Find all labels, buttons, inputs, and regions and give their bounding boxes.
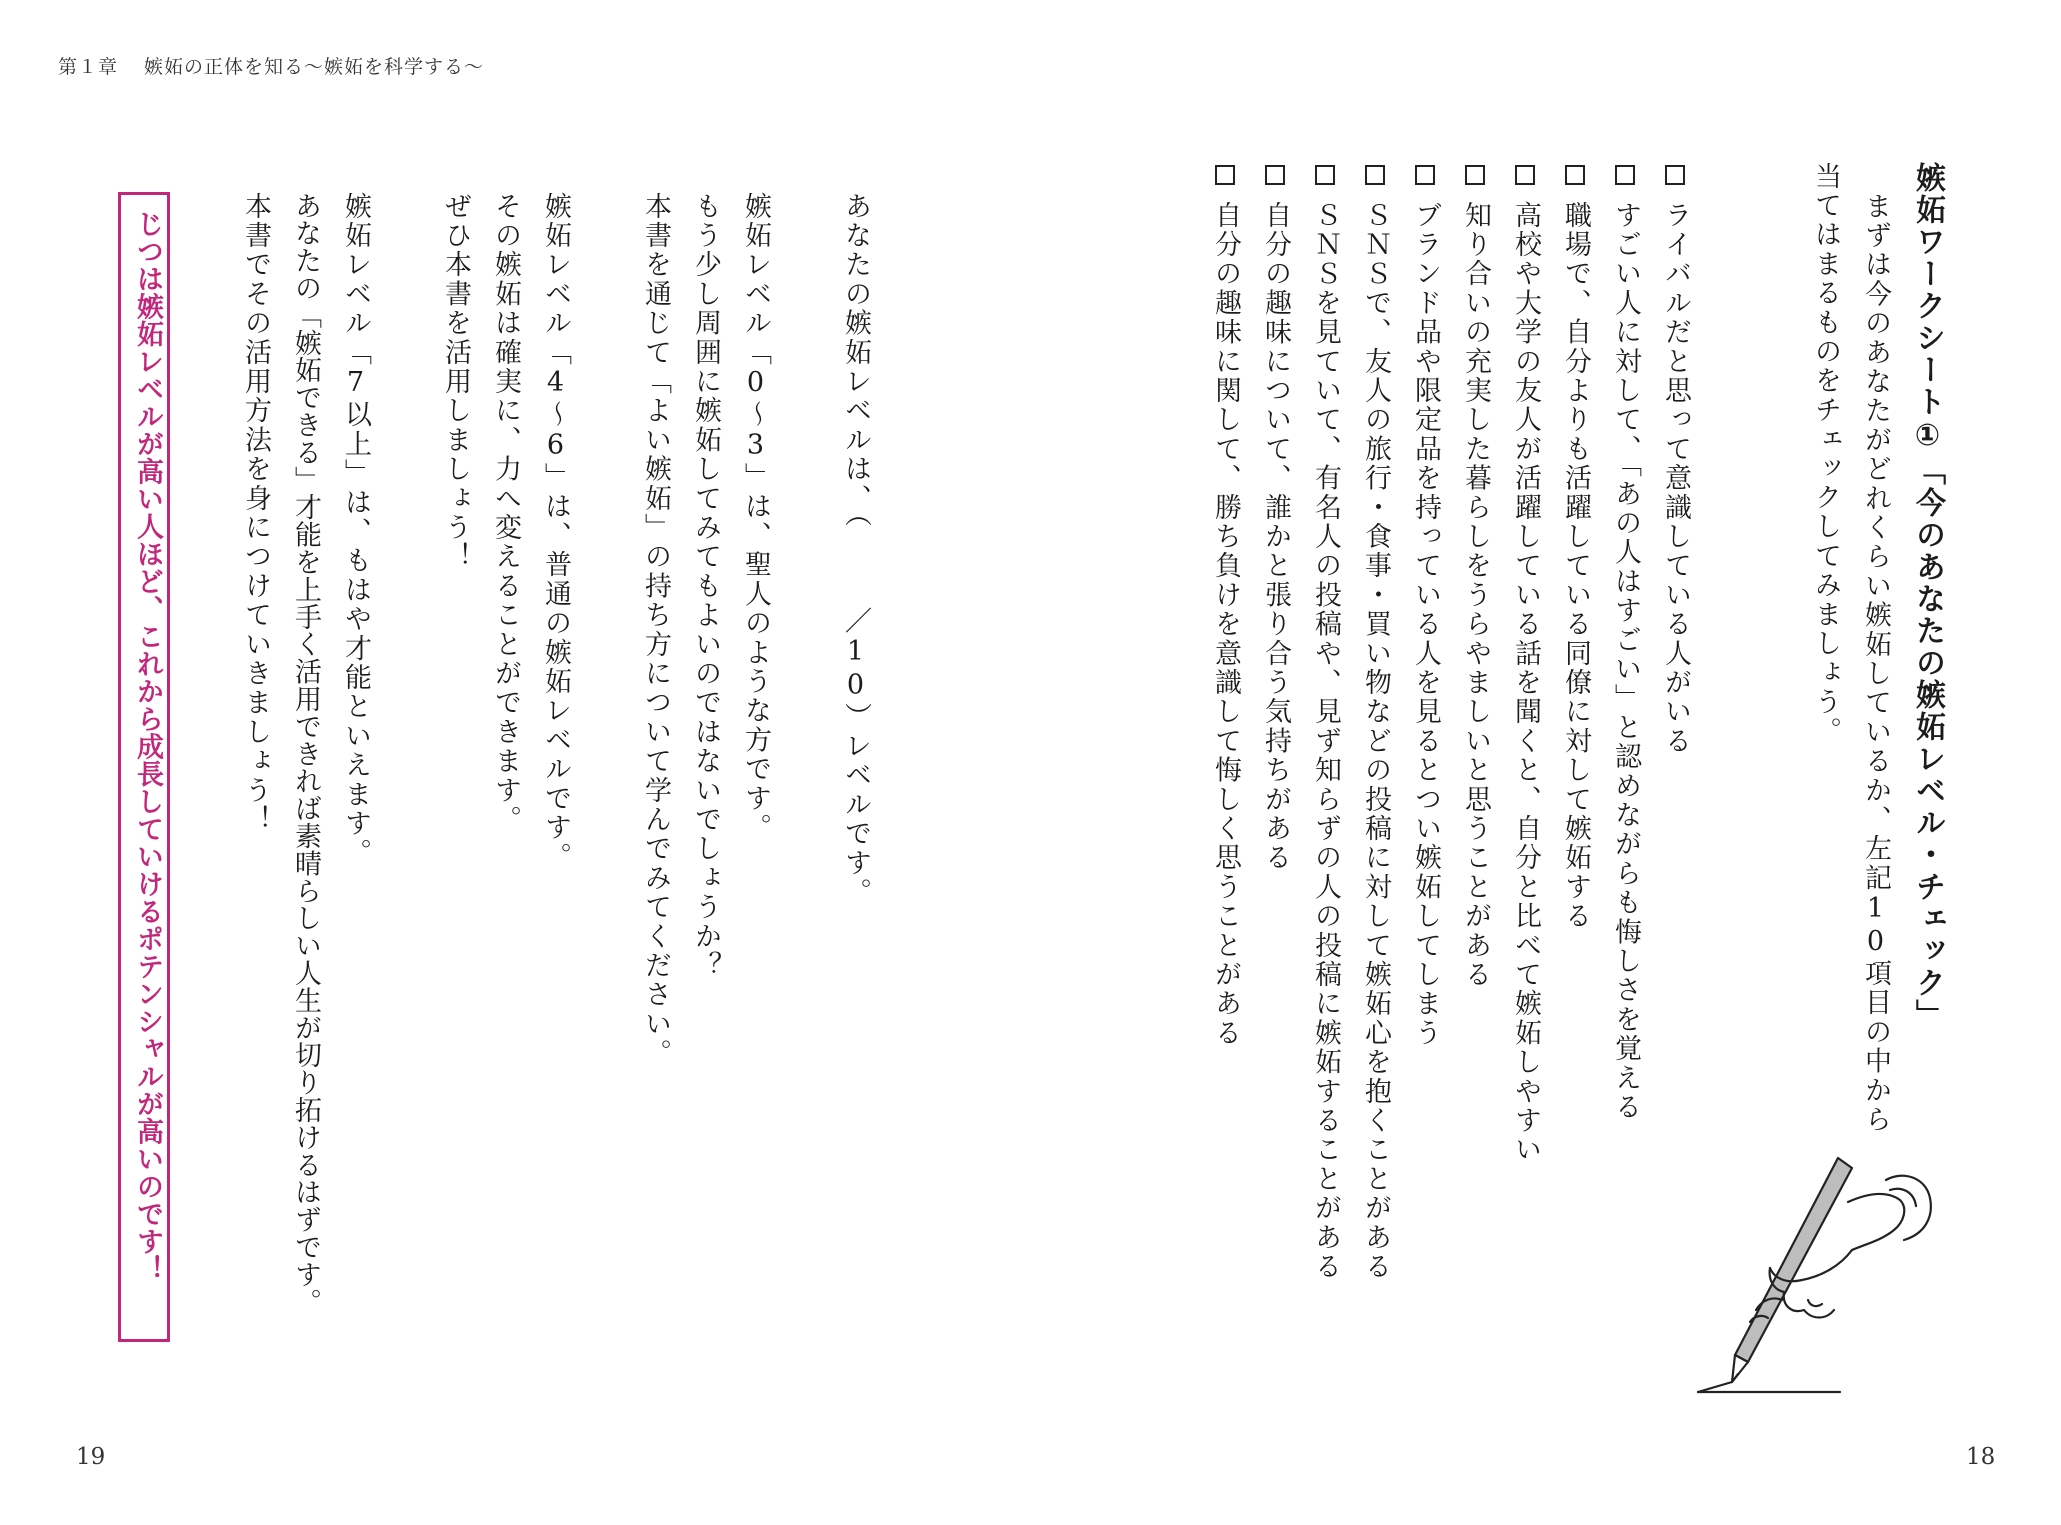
score-text-before: あなたの嫉妬レベルは、（ xyxy=(840,192,871,529)
level-7-plus-line: 嫉妬レベル「7以上」は、もはや才能といえます。 xyxy=(340,192,371,868)
checkbox[interactable] xyxy=(1515,165,1535,185)
score-text-after: ／10）レベルです。 xyxy=(840,606,871,907)
checkbox[interactable] xyxy=(1415,165,1435,185)
level-0-3-line: 本書を通じて「よい嫉妬」の持ち方について学んでみてください。 xyxy=(640,192,671,1068)
checkbox[interactable] xyxy=(1365,165,1385,185)
level-4-6-line: 嫉妬レベル「4～6」は、普通の嫉妬レベルです。 xyxy=(540,192,571,872)
checkbox[interactable] xyxy=(1665,165,1685,185)
checklist-item: すごい人に対して、「あの人はすごい」と認めながらも悔しさを覚える xyxy=(1612,165,1639,1122)
level-7-plus-line: 本書でその活用方法を身につけていきましょう！ xyxy=(240,192,271,835)
writing-hand-illustration xyxy=(1690,1150,1950,1400)
page-number-right: 18 xyxy=(1966,1444,1996,1470)
checklist-item: ブランド品や限定品を持っている人を見るとつい嫉妬してしまう xyxy=(1412,165,1439,1048)
checkbox[interactable] xyxy=(1315,165,1335,185)
page-number-left: 19 xyxy=(76,1444,106,1470)
level-4-6-line: その嫉妬は確実に、力へ変えることができます。 xyxy=(490,192,521,835)
checklist-item: 高校や大学の友人が活躍している話を聞くと、自分と比べて嫉妬しやすい xyxy=(1512,165,1539,1165)
chapter-label: 第１章 xyxy=(58,56,119,78)
worksheet-intro-line2: 当てはまるものをチェックしてみましょう。 xyxy=(1810,162,1841,746)
checklist-item: ＳＮＳを見ていて、有名人の投稿や、見ず知らずの人の投稿に嫉妬することがある xyxy=(1312,165,1339,1281)
level-0-3-line: 嫉妬レベル「0～3」は、聖人のような方です。 xyxy=(740,192,771,843)
level-0-3-line: もう少し周囲に嫉妬してみてもよいのではないでしょうか？ xyxy=(690,192,721,981)
checklist-item: 自分の趣味に関して、勝ち負けを意識して悔しく思うことがある xyxy=(1212,165,1239,1048)
checkbox[interactable] xyxy=(1215,165,1235,185)
checkbox[interactable] xyxy=(1615,165,1635,185)
level-4-6-line: ぜひ本書を活用しましょう！ xyxy=(440,192,471,572)
checkbox[interactable] xyxy=(1565,165,1585,185)
worksheet-intro-line1: まずは今のあなたがどれくらい嫉妬しているか、左記10項目の中から xyxy=(1860,192,1891,1135)
running-head xyxy=(58,52,484,79)
score-line xyxy=(842,192,869,907)
checkbox[interactable] xyxy=(1265,165,1285,185)
checklist-item: 自分の趣味について、誰かと張り合う気持ちがある xyxy=(1262,165,1289,873)
worksheet-heading: 嫉妬ワークシート①「今のあなたの嫉妬レベル・チェック」 xyxy=(1910,162,1945,1031)
level-7-plus-line: あなたの「嫉妬できる」才能を上手く活用できれば素晴らしい人生が切り拓けるはずです。 xyxy=(290,192,321,1316)
checklist-item: 知り合いの充実した暮らしをうらやましいと思うことがある xyxy=(1462,165,1489,989)
checklist-item: ＳＮＳで、友人の旅行・食事・買い物などの投稿に対して嫉妬心を抱くことがある xyxy=(1362,165,1389,1281)
chapter-title: 嫉妬の正体を知る～嫉妬を科学する～ xyxy=(144,56,485,78)
checklist-item: 職場で、自分よりも活躍している同僚に対して嫉妬する xyxy=(1562,165,1589,931)
callout-text: じつは嫉妬レベルが高い人ほど、これから成長していけるポテンシャルが高いのです！ xyxy=(132,210,163,1283)
checkbox[interactable] xyxy=(1465,165,1485,185)
checklist-item: ライバルだと思って意識している人がいる xyxy=(1662,165,1689,756)
